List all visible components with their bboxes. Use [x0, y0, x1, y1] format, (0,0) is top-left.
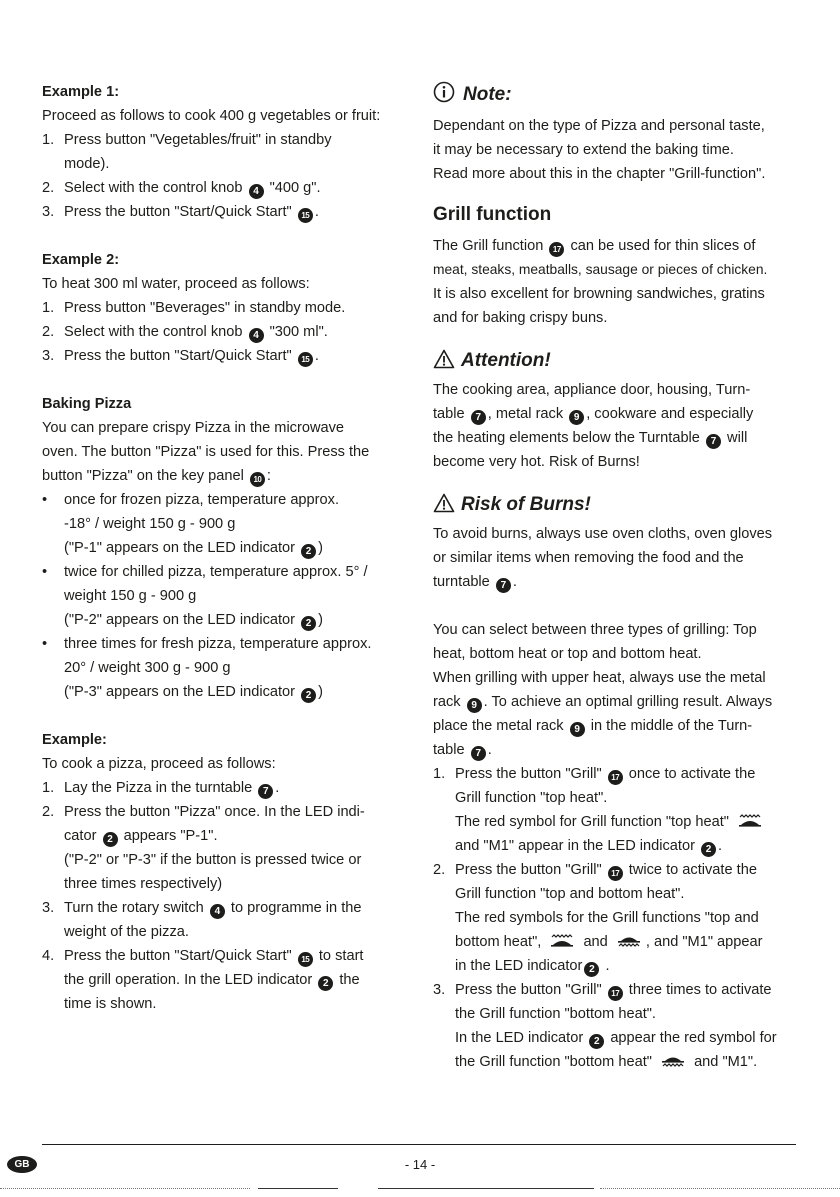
badge-15: 15 — [298, 352, 313, 367]
badge-2: 2 — [589, 1034, 604, 1049]
grill-text: The Grill function 17 can be used for thin slices of meat, steaks, meatballs, sausage or pieces of chicken. It is also excellent for browning sandwiches, gratins and for baking crispy buns. — [433, 238, 768, 326]
example1-title: Example 1: — [42, 84, 120, 100]
list-item: 2. Press the button "Grill" 17 twice to activate the Grill function "top and bottom heat". The red symbols for the Grill functions "top and bottom heat", and , and "M1" appear in the LED indicator 2 . — [433, 862, 763, 975]
badge-17: 17 — [608, 866, 623, 881]
note-heading: Note: — [433, 80, 805, 114]
badge-7: 7 — [496, 578, 511, 593]
list-item: • three times for fresh pizza, temperature approx. 20° / weight 300 g - 900 g ("P-3" appears on the LED indicator 2 ) — [42, 636, 372, 701]
example1-intro: Proceed as follows to cook 400 g vegetables or fruit: — [42, 108, 381, 124]
badge-2: 2 — [318, 976, 333, 991]
bottom-heat-symbol-icon — [616, 934, 642, 948]
list-item: 3. Turn the rotary switch 4 to programme in the weight of the pizza. — [42, 900, 362, 940]
badge-2: 2 — [701, 842, 716, 857]
footer-rule — [42, 1144, 796, 1145]
badge-10: 10 — [250, 472, 265, 487]
language-badge: GB — [7, 1156, 37, 1173]
badge-17: 17 — [608, 770, 623, 785]
badge-2: 2 — [584, 962, 599, 977]
crop-mark — [0, 1188, 250, 1190]
pizza-title: Baking Pizza — [42, 396, 132, 412]
badge-4: 4 — [249, 328, 264, 343]
badge-2: 2 — [301, 544, 316, 559]
badge-15: 15 — [298, 952, 313, 967]
badge-7: 7 — [471, 410, 486, 425]
badge-2: 2 — [301, 616, 316, 631]
badge-7: 7 — [471, 746, 486, 761]
attention-heading: Attention! — [433, 344, 805, 378]
warning-triangle-icon — [433, 349, 455, 369]
risk-of-burns-heading: Risk of Burns! — [433, 488, 805, 522]
attention-text: The cooking area, appliance door, housing, Turn- table 7 , metal rack 9 , cookware and especially the heating elements below the Turntable 7 will become very hot. Risk of Burns! — [433, 382, 754, 470]
badge-15: 15 — [298, 208, 313, 223]
grill-function-heading: Grill function — [433, 204, 552, 225]
badge-2: 2 — [103, 832, 118, 847]
list-item: 3. Press the button "Grill" 17 three times to activate the Grill function "bottom heat". In the LED indicator 2 appear the red symbol for the Grill function "bottom heat" and "M1". — [433, 982, 777, 1070]
badge-9: 9 — [570, 722, 585, 737]
list-item: 1. Lay the Pizza in the turntable 7 . — [42, 780, 280, 797]
list-item: 1. Press the button "Grill" 17 once to activate the Grill function "top heat". The red symbol for Grill function "top heat" and "M1" appear in the LED indicator 2 . — [433, 762, 805, 858]
list-item: 2. Select with the control knob 4 "400 g". — [42, 180, 321, 197]
badge-2: 2 — [301, 688, 316, 703]
badge-7: 7 — [706, 434, 721, 449]
badge-7: 7 — [258, 784, 273, 799]
badge-17: 17 — [549, 242, 564, 257]
pizza-text: You can prepare crispy Pizza in the microwave oven. The button "Pizza" is used for this. Press the button "Pizza" on the key panel 10 : — [42, 416, 410, 488]
list-item: 4. Press the button "Start/Quick Start" 15 to start the grill operation. In the LED indicator 2 the time is shown. — [42, 948, 364, 1012]
page-number: - 14 - — [404, 1157, 436, 1172]
example3-intro: To cook a pizza, proceed as follows: — [42, 756, 276, 772]
top-heat-symbol-icon — [549, 934, 575, 948]
crop-mark — [258, 1188, 338, 1190]
list-item: 2. Press the button "Pizza" once. In the LED indi- cator 2 appears "P-1". ("P-2" or "P-3" if the button is pressed twice or three times respectively) — [42, 804, 365, 892]
left-column — [42, 80, 410, 1016]
badge-9: 9 — [467, 698, 482, 713]
top-heat-symbol-icon — [737, 814, 763, 828]
badge-4: 4 — [249, 184, 264, 199]
list-item: 3. Press the button "Start/Quick Start" 15 . — [42, 200, 410, 224]
grill-types-text: You can select between three types of grilling: Top heat, bottom heat or top and bottom heat. When grilling with upper heat, always use the metal rack 9 . To achieve an optimal grilling result. Always place the metal rack 9 in the middle of the Turn- table 7 . — [433, 622, 773, 759]
info-circle-icon — [433, 81, 455, 103]
list-item: • once for frozen pizza, temperature approx. -18° / weight 150 g - 900 g ("P-1" appears on the LED indicator 2 ) — [42, 492, 339, 557]
note-text: Dependant on the type of Pizza and personal taste, it may be necessary to extend the baking time. Read more about this in the chapter "Grill-function". — [433, 118, 766, 182]
badge-4: 4 — [210, 904, 225, 919]
badge-17: 17 — [608, 986, 623, 1001]
crop-mark — [600, 1188, 840, 1190]
bottom-heat-symbol-icon — [660, 1054, 686, 1068]
right-column — [433, 80, 805, 1074]
example2-title: Example 2: — [42, 252, 120, 268]
example2-intro: To heat 300 ml water, proceed as follows: — [42, 276, 310, 292]
list-item: • twice for chilled pizza, temperature approx. 5° / weight 150 g - 900 g ("P-2" appears on the LED indicator 2 ) — [42, 564, 368, 629]
burns-text: To avoid burns, always use oven cloths, oven gloves or similar items when removing the food and the turntable 7 . — [433, 526, 773, 591]
warning-triangle-icon — [433, 493, 455, 513]
crop-mark — [378, 1188, 594, 1190]
list-item: 3. Press the button "Start/Quick Start" 15 . — [42, 344, 410, 368]
example3-title: Example: — [42, 732, 107, 748]
list-item: 1. Press button "Vegetables/fruit" in standby mode). — [42, 132, 332, 172]
badge-9: 9 — [569, 410, 584, 425]
list-item: 2. Select with the control knob 4 "300 ml". — [42, 324, 328, 341]
list-item: 1. Press button "Beverages" in standby mode. — [42, 300, 346, 316]
